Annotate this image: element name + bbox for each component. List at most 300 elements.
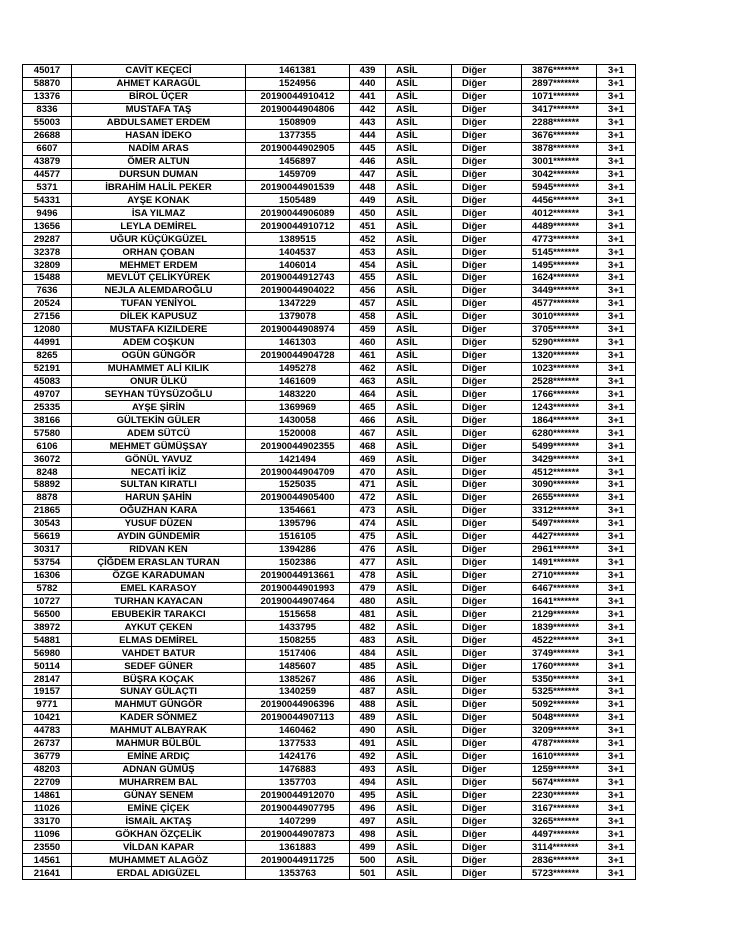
table-row xyxy=(23,595,636,608)
phone-cell: 6280******* xyxy=(522,427,597,440)
room-type-cell: 3+1 xyxy=(597,466,636,479)
status-cell: ASİL xyxy=(386,336,452,349)
reference-no-cell: 1508255 xyxy=(246,634,350,647)
full-name-cell: ÖZGE KARADUMAN xyxy=(72,569,246,582)
category-cell: Diğer xyxy=(452,673,522,686)
full-name-cell: AYŞE KONAK xyxy=(72,194,246,207)
table-row xyxy=(23,194,636,207)
applicant-no-cell: 21865 xyxy=(23,504,72,517)
phone-cell: 5092******* xyxy=(522,698,597,711)
table-row xyxy=(23,168,636,181)
phone-cell: 3001******* xyxy=(522,155,597,168)
rank-no-cell: 469 xyxy=(350,453,386,466)
full-name-cell: DURSUN DUMAN xyxy=(72,168,246,181)
status-cell: ASİL xyxy=(386,763,452,776)
room-type-cell: 3+1 xyxy=(597,854,636,867)
table-row xyxy=(23,828,636,841)
reference-no-cell: 20190044907795 xyxy=(246,802,350,815)
full-name-cell: MUHARREM BAL xyxy=(72,776,246,789)
room-type-cell: 3+1 xyxy=(597,116,636,129)
applicant-no-cell: 36072 xyxy=(23,453,72,466)
reference-no-cell: 20190044904022 xyxy=(246,284,350,297)
category-cell: Diğer xyxy=(452,530,522,543)
reference-no-cell: 1461609 xyxy=(246,375,350,388)
full-name-cell: NECATİ İKİZ xyxy=(72,466,246,479)
full-name-cell: ADEM SÜTCÜ xyxy=(72,427,246,440)
category-cell: Diğer xyxy=(452,569,522,582)
room-type-cell: 3+1 xyxy=(597,724,636,737)
reference-no-cell: 1369969 xyxy=(246,401,350,414)
rank-no-cell: 449 xyxy=(350,194,386,207)
phone-cell: 1495******* xyxy=(522,259,597,272)
rank-no-cell: 454 xyxy=(350,259,386,272)
status-cell: ASİL xyxy=(386,634,452,647)
room-type-cell: 3+1 xyxy=(597,763,636,776)
applicant-no-cell: 5782 xyxy=(23,582,72,595)
phone-cell: 4522******* xyxy=(522,634,597,647)
status-cell: ASİL xyxy=(386,608,452,621)
reference-no-cell: 1357703 xyxy=(246,776,350,789)
category-cell: Diğer xyxy=(452,737,522,750)
phone-cell: 3312******* xyxy=(522,504,597,517)
applicant-no-cell: 14861 xyxy=(23,789,72,802)
full-name-cell: ABDULSAMET ERDEM xyxy=(72,116,246,129)
reference-no-cell: 1460462 xyxy=(246,724,350,737)
full-name-cell: OĞUZHAN KARA xyxy=(72,504,246,517)
category-cell: Diğer xyxy=(452,323,522,336)
rank-no-cell: 477 xyxy=(350,556,386,569)
room-type-cell: 3+1 xyxy=(597,841,636,854)
table-row xyxy=(23,686,636,699)
rank-no-cell: 488 xyxy=(350,698,386,711)
applicant-no-cell: 58892 xyxy=(23,479,72,492)
phone-cell: 4489******* xyxy=(522,220,597,233)
phone-cell: 5048******* xyxy=(522,711,597,724)
rank-no-cell: 468 xyxy=(350,440,386,453)
room-type-cell: 3+1 xyxy=(597,802,636,815)
room-type-cell: 3+1 xyxy=(597,608,636,621)
reference-no-cell: 1461303 xyxy=(246,336,350,349)
category-cell: Diğer xyxy=(452,724,522,737)
rank-no-cell: 481 xyxy=(350,608,386,621)
room-type-cell: 3+1 xyxy=(597,453,636,466)
status-cell: ASİL xyxy=(386,789,452,802)
table-row xyxy=(23,647,636,660)
room-type-cell: 3+1 xyxy=(597,556,636,569)
room-type-cell: 3+1 xyxy=(597,660,636,673)
reference-no-cell: 1377533 xyxy=(246,737,350,750)
applicant-no-cell: 8265 xyxy=(23,349,72,362)
room-type-cell: 3+1 xyxy=(597,427,636,440)
table-row xyxy=(23,77,636,90)
reference-no-cell: 1421494 xyxy=(246,453,350,466)
room-type-cell: 3+1 xyxy=(597,504,636,517)
room-type-cell: 3+1 xyxy=(597,207,636,220)
phone-cell: 3429******* xyxy=(522,453,597,466)
category-cell: Diğer xyxy=(452,841,522,854)
status-cell: ASİL xyxy=(386,504,452,517)
table-row xyxy=(23,427,636,440)
applicant-no-cell: 38166 xyxy=(23,414,72,427)
table-row xyxy=(23,491,636,504)
phone-cell: 5723******* xyxy=(522,867,597,880)
status-cell: ASİL xyxy=(386,194,452,207)
rank-no-cell: 500 xyxy=(350,854,386,867)
phone-cell: 2288******* xyxy=(522,116,597,129)
phone-cell: 2528******* xyxy=(522,375,597,388)
table-row xyxy=(23,272,636,285)
reference-no-cell: 20190044912743 xyxy=(246,272,350,285)
rank-no-cell: 458 xyxy=(350,310,386,323)
reference-no-cell: 1433795 xyxy=(246,621,350,634)
table-row xyxy=(23,103,636,116)
room-type-cell: 3+1 xyxy=(597,595,636,608)
category-cell: Diğer xyxy=(452,479,522,492)
category-cell: Diğer xyxy=(452,815,522,828)
reference-no-cell: 1394286 xyxy=(246,543,350,556)
rank-no-cell: 485 xyxy=(350,660,386,673)
room-type-cell: 3+1 xyxy=(597,686,636,699)
reference-no-cell: 20190044904806 xyxy=(246,103,350,116)
reference-no-cell: 20190044907464 xyxy=(246,595,350,608)
table-row xyxy=(23,246,636,259)
status-cell: ASİL xyxy=(386,737,452,750)
room-type-cell: 3+1 xyxy=(597,362,636,375)
category-cell: Diğer xyxy=(452,414,522,427)
full-name-cell: MEHMET GÜMÜŞSAY xyxy=(72,440,246,453)
full-name-cell: KADER SÖNMEZ xyxy=(72,711,246,724)
reference-no-cell: 1483220 xyxy=(246,388,350,401)
rank-no-cell: 475 xyxy=(350,530,386,543)
room-type-cell: 3+1 xyxy=(597,103,636,116)
room-type-cell: 3+1 xyxy=(597,401,636,414)
full-name-cell: ADNAN GÜMÜŞ xyxy=(72,763,246,776)
room-type-cell: 3+1 xyxy=(597,388,636,401)
category-cell: Diğer xyxy=(452,608,522,621)
applicant-no-cell: 9496 xyxy=(23,207,72,220)
full-name-cell: MUSTAFA KIZILDERE xyxy=(72,323,246,336)
room-type-cell: 3+1 xyxy=(597,569,636,582)
phone-cell: 3449******* xyxy=(522,284,597,297)
reference-no-cell: 20190044905400 xyxy=(246,491,350,504)
category-cell: Diğer xyxy=(452,750,522,763)
applicant-no-cell: 22709 xyxy=(23,776,72,789)
status-cell: ASİL xyxy=(386,375,452,388)
table-row xyxy=(23,776,636,789)
rank-no-cell: 496 xyxy=(350,802,386,815)
phone-cell: 2129******* xyxy=(522,608,597,621)
room-type-cell: 3+1 xyxy=(597,776,636,789)
rank-no-cell: 474 xyxy=(350,517,386,530)
status-cell: ASİL xyxy=(386,259,452,272)
room-type-cell: 3+1 xyxy=(597,310,636,323)
table-row xyxy=(23,181,636,194)
full-name-cell: GÜNAY SENEM xyxy=(72,789,246,802)
category-cell: Diğer xyxy=(452,155,522,168)
full-name-cell: ADEM COŞKUN xyxy=(72,336,246,349)
category-cell: Diğer xyxy=(452,168,522,181)
table-body xyxy=(23,65,636,880)
full-name-cell: BÜŞRA KOÇAK xyxy=(72,673,246,686)
full-name-cell: AYDIN GÜNDEMİR xyxy=(72,530,246,543)
applicant-no-cell: 56619 xyxy=(23,530,72,543)
room-type-cell: 3+1 xyxy=(597,284,636,297)
category-cell: Diğer xyxy=(452,336,522,349)
full-name-cell: OGÜN GÜNGÖR xyxy=(72,349,246,362)
category-cell: Diğer xyxy=(452,142,522,155)
phone-cell: 5945******* xyxy=(522,181,597,194)
rank-no-cell: 490 xyxy=(350,724,386,737)
reference-no-cell: 1406014 xyxy=(246,259,350,272)
category-cell: Diğer xyxy=(452,582,522,595)
reference-no-cell: 1516105 xyxy=(246,530,350,543)
reference-no-cell: 1515658 xyxy=(246,608,350,621)
rank-no-cell: 452 xyxy=(350,233,386,246)
full-name-cell: AHMET KARAGÜL xyxy=(72,77,246,90)
category-cell: Diğer xyxy=(452,246,522,259)
status-cell: ASİL xyxy=(386,802,452,815)
reference-no-cell: 1517406 xyxy=(246,647,350,660)
table-row xyxy=(23,698,636,711)
table-row xyxy=(23,724,636,737)
applicant-no-cell: 30543 xyxy=(23,517,72,530)
full-name-cell: LEYLA DEMİREL xyxy=(72,220,246,233)
rank-no-cell: 470 xyxy=(350,466,386,479)
applicant-no-cell: 15488 xyxy=(23,272,72,285)
reference-no-cell: 20190044907873 xyxy=(246,828,350,841)
reference-no-cell: 1524956 xyxy=(246,77,350,90)
status-cell: ASİL xyxy=(386,362,452,375)
rank-no-cell: 448 xyxy=(350,181,386,194)
full-name-cell: SULTAN KIRATLI xyxy=(72,479,246,492)
reference-no-cell: 1520008 xyxy=(246,427,350,440)
phone-cell: 2836******* xyxy=(522,854,597,867)
status-cell: ASİL xyxy=(386,582,452,595)
status-cell: ASİL xyxy=(386,673,452,686)
full-name-cell: MAHMUT GÜNGÖR xyxy=(72,698,246,711)
reference-no-cell: 20190044913661 xyxy=(246,569,350,582)
applicant-no-cell: 6607 xyxy=(23,142,72,155)
phone-cell: 4512******* xyxy=(522,466,597,479)
full-name-cell: YUSUF DÜZEN xyxy=(72,517,246,530)
table-row xyxy=(23,569,636,582)
table-row xyxy=(23,504,636,517)
reference-no-cell: 1347229 xyxy=(246,297,350,310)
status-cell: ASİL xyxy=(386,414,452,427)
status-cell: ASİL xyxy=(386,388,452,401)
full-name-cell: UĞUR KÜÇÜKGÜZEL xyxy=(72,233,246,246)
phone-cell: 1491******* xyxy=(522,556,597,569)
rank-no-cell: 465 xyxy=(350,401,386,414)
status-cell: ASİL xyxy=(386,647,452,660)
table-row xyxy=(23,129,636,142)
rank-no-cell: 501 xyxy=(350,867,386,880)
full-name-cell: MAHMUR BÜLBÜL xyxy=(72,737,246,750)
applicant-no-cell: 32378 xyxy=(23,246,72,259)
reference-no-cell: 20190044902905 xyxy=(246,142,350,155)
phone-cell: 1766******* xyxy=(522,388,597,401)
full-name-cell: ÖMER ALTUN xyxy=(72,155,246,168)
table-row xyxy=(23,207,636,220)
status-cell: ASİL xyxy=(386,724,452,737)
applicant-no-cell: 38972 xyxy=(23,621,72,634)
table-row xyxy=(23,556,636,569)
reference-no-cell: 20190044902355 xyxy=(246,440,350,453)
room-type-cell: 3+1 xyxy=(597,750,636,763)
full-name-cell: HASAN İDEKO xyxy=(72,129,246,142)
reference-no-cell: 1354661 xyxy=(246,504,350,517)
full-name-cell: İBRAHİM HALİL PEKER xyxy=(72,181,246,194)
room-type-cell: 3+1 xyxy=(597,828,636,841)
full-name-cell: DİLEK KAPUSUZ xyxy=(72,310,246,323)
category-cell: Diğer xyxy=(452,65,522,78)
rank-no-cell: 489 xyxy=(350,711,386,724)
status-cell: ASİL xyxy=(386,310,452,323)
phone-cell: 5497******* xyxy=(522,517,597,530)
rank-no-cell: 495 xyxy=(350,789,386,802)
status-cell: ASİL xyxy=(386,530,452,543)
phone-cell: 4577******* xyxy=(522,297,597,310)
applicant-no-cell: 8878 xyxy=(23,491,72,504)
status-cell: ASİL xyxy=(386,284,452,297)
phone-cell: 4427******* xyxy=(522,530,597,543)
reference-no-cell: 1361883 xyxy=(246,841,350,854)
status-cell: ASİL xyxy=(386,711,452,724)
table-row xyxy=(23,673,636,686)
applicant-no-cell: 25335 xyxy=(23,401,72,414)
reference-no-cell: 20190044912070 xyxy=(246,789,350,802)
applicant-no-cell: 58870 xyxy=(23,77,72,90)
status-cell: ASİL xyxy=(386,479,452,492)
status-cell: ASİL xyxy=(386,556,452,569)
rank-no-cell: 493 xyxy=(350,763,386,776)
reference-no-cell: 1379078 xyxy=(246,310,350,323)
category-cell: Diğer xyxy=(452,621,522,634)
full-name-cell: MEHMET ERDEM xyxy=(72,259,246,272)
category-cell: Diğer xyxy=(452,220,522,233)
status-cell: ASİL xyxy=(386,233,452,246)
full-name-cell: EBUBEKİR TARAKCI xyxy=(72,608,246,621)
room-type-cell: 3+1 xyxy=(597,711,636,724)
status-cell: ASİL xyxy=(386,129,452,142)
full-name-cell: NADİM ARAS xyxy=(72,142,246,155)
reference-no-cell: 1353763 xyxy=(246,867,350,880)
category-cell: Diğer xyxy=(452,194,522,207)
status-cell: ASİL xyxy=(386,246,452,259)
room-type-cell: 3+1 xyxy=(597,517,636,530)
table-row xyxy=(23,750,636,763)
category-cell: Diğer xyxy=(452,259,522,272)
status-cell: ASİL xyxy=(386,543,452,556)
room-type-cell: 3+1 xyxy=(597,737,636,750)
room-type-cell: 3+1 xyxy=(597,647,636,660)
full-name-cell: ORHAN ÇOBAN xyxy=(72,246,246,259)
reference-no-cell: 1407299 xyxy=(246,815,350,828)
table-row xyxy=(23,479,636,492)
phone-cell: 3090******* xyxy=(522,479,597,492)
applicant-no-cell: 50114 xyxy=(23,660,72,673)
reference-no-cell: 1476883 xyxy=(246,763,350,776)
category-cell: Diğer xyxy=(452,272,522,285)
full-name-cell: EMEL KARASOY xyxy=(72,582,246,595)
category-cell: Diğer xyxy=(452,776,522,789)
rank-no-cell: 463 xyxy=(350,375,386,388)
applicant-no-cell: 11026 xyxy=(23,802,72,815)
rank-no-cell: 450 xyxy=(350,207,386,220)
status-cell: ASİL xyxy=(386,181,452,194)
full-name-cell: MEVLÜT ÇELİKYÜREK xyxy=(72,272,246,285)
room-type-cell: 3+1 xyxy=(597,323,636,336)
applicant-no-cell: 27156 xyxy=(23,310,72,323)
applicant-no-cell: 32809 xyxy=(23,259,72,272)
reference-no-cell: 1395796 xyxy=(246,517,350,530)
applicant-no-cell: 29287 xyxy=(23,233,72,246)
phone-cell: 2710******* xyxy=(522,569,597,582)
table-row xyxy=(23,802,636,815)
room-type-cell: 3+1 xyxy=(597,867,636,880)
applicant-no-cell: 55003 xyxy=(23,116,72,129)
full-name-cell: EMİNE ÇİÇEK xyxy=(72,802,246,815)
category-cell: Diğer xyxy=(452,828,522,841)
phone-cell: 2230******* xyxy=(522,789,597,802)
room-type-cell: 3+1 xyxy=(597,77,636,90)
status-cell: ASİL xyxy=(386,90,452,103)
phone-cell: 4012******* xyxy=(522,207,597,220)
applicant-no-cell: 8336 xyxy=(23,103,72,116)
rank-no-cell: 457 xyxy=(350,297,386,310)
room-type-cell: 3+1 xyxy=(597,582,636,595)
applicant-no-cell: 52191 xyxy=(23,362,72,375)
rank-no-cell: 494 xyxy=(350,776,386,789)
category-cell: Diğer xyxy=(452,595,522,608)
rank-no-cell: 455 xyxy=(350,272,386,285)
table-row xyxy=(23,543,636,556)
rank-no-cell: 471 xyxy=(350,479,386,492)
rank-no-cell: 482 xyxy=(350,621,386,634)
room-type-cell: 3+1 xyxy=(597,621,636,634)
phone-cell: 3265******* xyxy=(522,815,597,828)
applicant-no-cell: 36779 xyxy=(23,750,72,763)
applicant-no-cell: 44783 xyxy=(23,724,72,737)
room-type-cell: 3+1 xyxy=(597,698,636,711)
applicant-no-cell: 11096 xyxy=(23,828,72,841)
category-cell: Diğer xyxy=(452,763,522,776)
applicant-no-cell: 44577 xyxy=(23,168,72,181)
applicant-no-cell: 45017 xyxy=(23,65,72,78)
table-row xyxy=(23,737,636,750)
category-cell: Diğer xyxy=(452,349,522,362)
rank-no-cell: 460 xyxy=(350,336,386,349)
applicant-no-cell: 26688 xyxy=(23,129,72,142)
phone-cell: 5290******* xyxy=(522,336,597,349)
room-type-cell: 3+1 xyxy=(597,414,636,427)
reference-no-cell: 20190044910412 xyxy=(246,90,350,103)
rank-no-cell: 456 xyxy=(350,284,386,297)
reference-no-cell: 20190044910712 xyxy=(246,220,350,233)
applicant-no-cell: 33170 xyxy=(23,815,72,828)
category-cell: Diğer xyxy=(452,543,522,556)
full-name-cell: TUFAN YENİYOL xyxy=(72,297,246,310)
table-row xyxy=(23,608,636,621)
rank-no-cell: 442 xyxy=(350,103,386,116)
full-name-cell: SEDEF GÜNER xyxy=(72,660,246,673)
full-name-cell: GÜLTEKİN GÜLER xyxy=(72,414,246,427)
status-cell: ASİL xyxy=(386,116,452,129)
room-type-cell: 3+1 xyxy=(597,491,636,504)
rank-no-cell: 467 xyxy=(350,427,386,440)
room-type-cell: 3+1 xyxy=(597,272,636,285)
full-name-cell: İSMAİL AKTAŞ xyxy=(72,815,246,828)
